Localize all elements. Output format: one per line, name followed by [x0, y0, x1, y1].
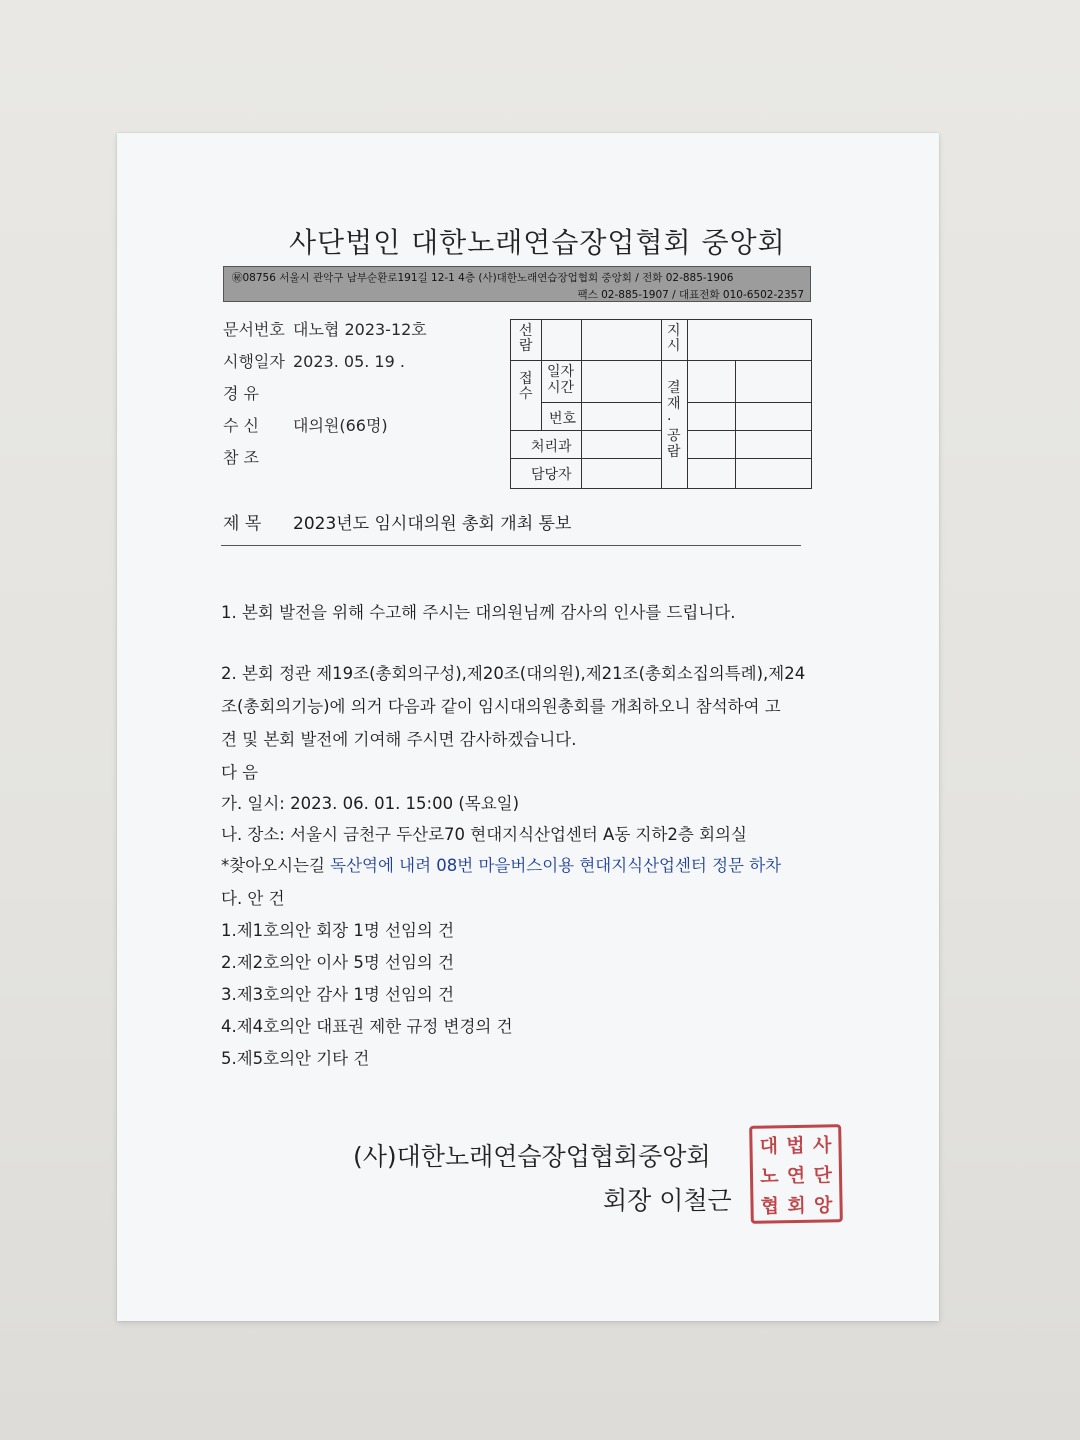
- directions-text: 독산역에 내려 08번 마을버스이용 현대지식산업센터 정문 하차: [330, 856, 782, 875]
- meta-date: 시행일자 2023. 05. 19 .: [223, 352, 405, 371]
- da-eum-heading: 다 음: [221, 763, 259, 782]
- approval-box: [510, 319, 812, 489]
- approval-beonho: 번호: [549, 411, 577, 427]
- meeting-date: 가. 일시: 2023. 06. 01. 15:00 (목요일): [221, 794, 520, 813]
- address-line-2: 팩스 02-885-1907 / 대표전화 010-6502-2357: [577, 289, 804, 301]
- agenda-item: 1.제1호의안 회장 1명 선임의 건: [221, 921, 455, 940]
- document-title: 사단법인 대한노래연습장업협회 중앙회: [289, 226, 786, 259]
- approval-jisi: 지시: [667, 323, 681, 354]
- meta-recipient: 수 신 대의원(66명): [223, 416, 388, 435]
- meeting-place: 나. 장소: 서울시 금천구 두산로70 현대지식산업센터 A동 지하2층 회의실: [221, 825, 747, 844]
- issuer-name: (사)대한노래연습장업협회중앙회: [353, 1142, 711, 1171]
- approval-jeopsu: 접수: [519, 371, 533, 402]
- agenda-item: 2.제2호의안 이사 5명 선임의 건: [221, 953, 455, 972]
- directions-line: [221, 852, 781, 876]
- signer-name: 회장 이철근: [603, 1186, 732, 1215]
- divider: [221, 545, 801, 546]
- subject-line: 제 목 2023년도 임시대의원 총회 개최 통보: [223, 514, 572, 534]
- paragraph-1: 1. 본회 발전을 위해 수고해 주시는 대의원님께 감사의 인사를 드립니다.: [221, 603, 736, 622]
- directions-label: *찾아오시는길: [221, 856, 331, 875]
- meta-via: 경 유: [223, 384, 259, 403]
- approval-cheorigwa: 처리과: [531, 439, 572, 455]
- agenda-item: 4.제4호의안 대표권 제한 규정 변경의 건: [221, 1017, 513, 1036]
- agenda-title: 다. 안 건: [221, 889, 285, 908]
- approval-gyeoljae: 결재·공람: [667, 380, 681, 460]
- meta-doc-number: 문서번호 대노협 2023-12호: [223, 320, 427, 339]
- official-seal: 대 법 사 노 연 단 협 회 앙: [749, 1124, 843, 1224]
- approval-damdangja: 담당자: [531, 467, 572, 483]
- address-line-1: ㊙08756 서울시 관악구 남부순환로191길 12-1 4층 (사)대한노래연습장업협회 중앙회 / 전화 02-885-1906: [232, 272, 734, 284]
- approval-ilja-sigan: 일자시간: [547, 364, 575, 396]
- subject-text: 2023년도 임시대의원 총회 개최 통보: [293, 514, 572, 534]
- address-bar: [223, 266, 811, 302]
- paragraph-2-line-2: 조(총회의기능)에 의거 다음과 같이 임시대의원총회를 개최하오니 참석하여 고: [221, 697, 781, 716]
- paragraph-2-line-3: 견 및 본회 발전에 기여해 주시면 감사하겠습니다.: [221, 730, 577, 749]
- document-paper: [117, 133, 939, 1321]
- agenda-item: 5.제5호의안 기타 건: [221, 1049, 370, 1068]
- approval-seollam: 선람: [519, 323, 533, 354]
- paragraph-2-line-1: 2. 본회 정관 제19조(총회의구성),제20조(대의원),제21조(총회소집의특례),제24: [221, 664, 806, 683]
- meta-reference: 참 조: [223, 448, 259, 467]
- agenda-item: 3.제3호의안 감사 1명 선임의 건: [221, 985, 455, 1004]
